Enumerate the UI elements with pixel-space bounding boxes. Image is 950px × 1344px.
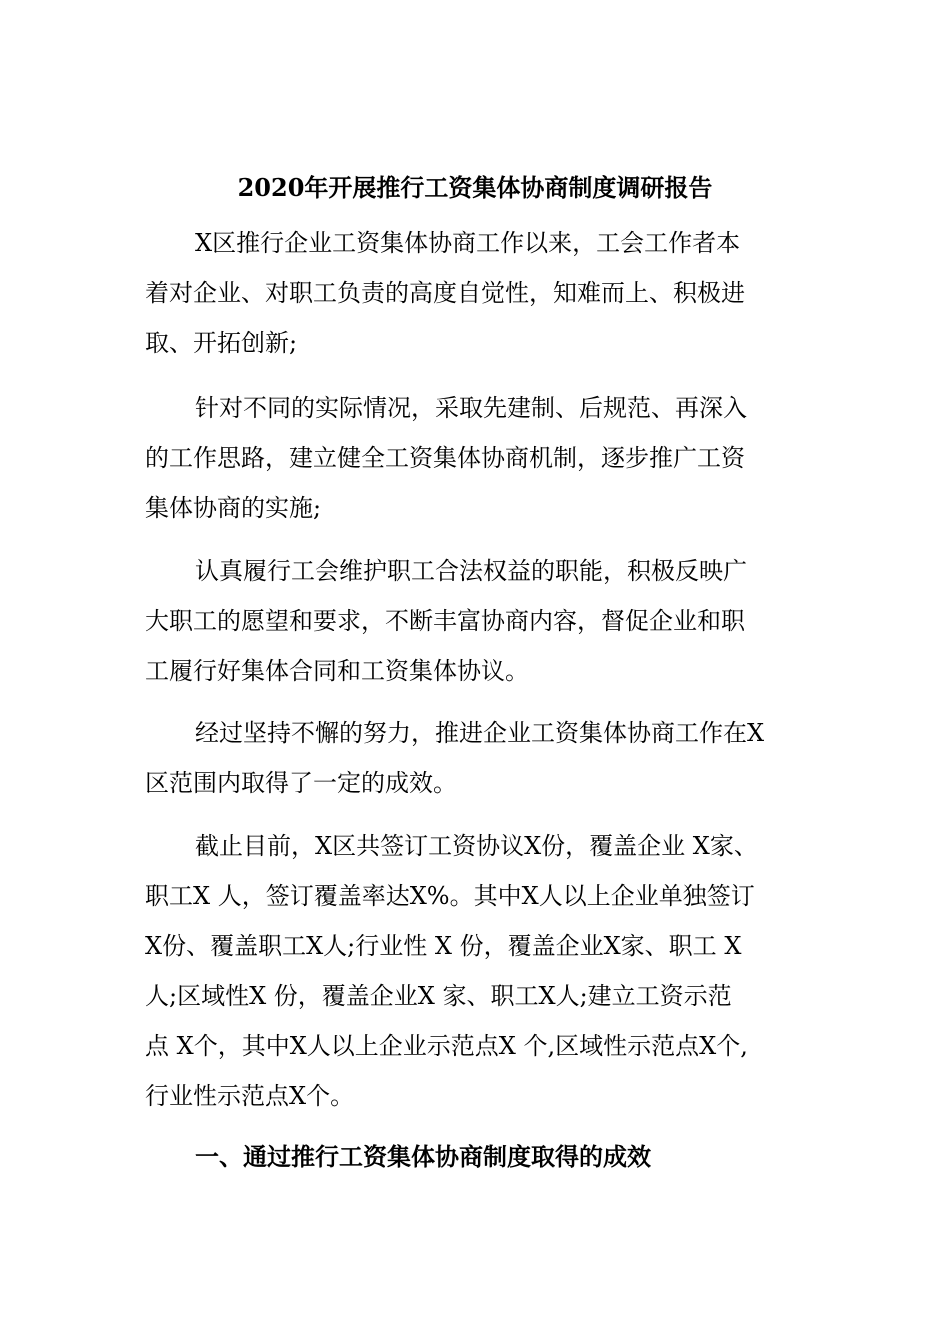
paragraph-line: 取、开拓创新; [145,329,298,357]
paragraph-line: 人;区域性X 份，覆盖企业X 家、职工X人;建立工资示范 [145,982,732,1010]
paragraph-line: 工履行好集体合同和工资集体协议。 [145,657,529,685]
paragraph-line: 集体协商的实施; [145,494,322,522]
paragraph-1 [145,218,810,368]
paragraph-line: 区范围内取得了一定的成效。 [145,769,457,797]
paragraph-line: 截止目前，X区共签订工资协议X份，覆盖企业 X家、 [195,832,758,860]
paragraph-line: 的工作思路，建立健全工资集体协商机制，逐步推广工资 [145,444,745,472]
paragraph-line: 行业性示范点X个。 [145,1082,355,1110]
document-title: 2020年开展推行工资集体协商制度调研报告 [237,173,713,202]
paragraph-line: 认真履行工会维护职工合法权益的职能，积极反映广 [195,557,747,585]
paragraph-line: 大职工的愿望和要求，不断丰富协商内容，督促企业和职 [145,607,745,635]
paragraph-line: X区推行企业工资集体协商工作以来，工会工作者本 [195,229,741,257]
paragraph-4 [145,708,810,808]
paragraph-2 [145,383,810,533]
paragraph-line: 职工X 人，签订覆盖率达X%。其中X人以上企业单独签订 [145,882,755,910]
section-heading: 一、通过推行工资集体协商制度取得的成效 [195,1142,651,1171]
paragraph-5 [145,821,810,1121]
paragraph-line: 着对企业、对职工负责的高度自觉性，知难而上、积极进 [145,279,745,307]
paragraph-line: 针对不同的实际情况，采取先建制、后规范、再深入 [195,394,747,422]
paragraph-line: 点 X个，其中X人以上企业示范点X 个,区域性示范点X个, [145,1032,748,1060]
paragraph-line: X份、覆盖职工X人;行业性 X 份，覆盖企业X家、职工 X [145,932,742,960]
paragraph-line: 经过坚持不懈的努力，推进企业工资集体协商工作在X [195,719,765,747]
paragraph-3 [145,546,810,696]
